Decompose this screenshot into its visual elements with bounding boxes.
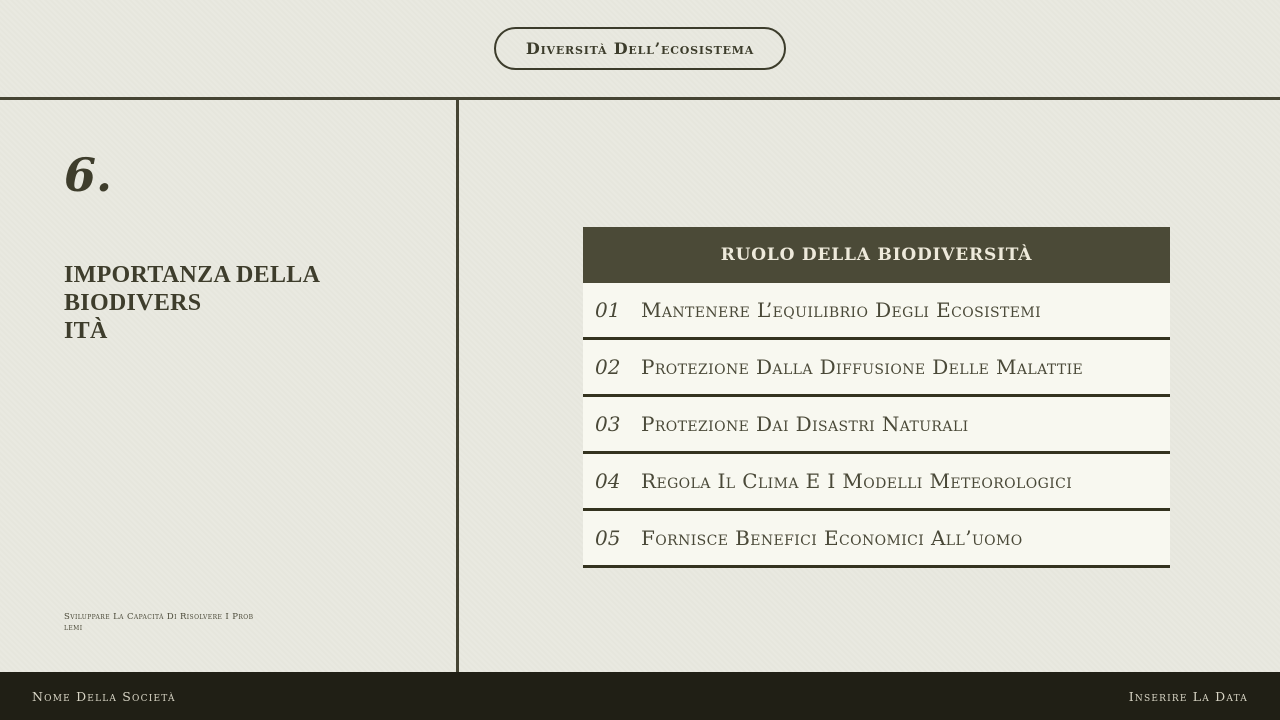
table-row [583, 283, 1170, 340]
row-number: 01 [595, 298, 621, 322]
slide-title: IMPORTANZA DELLA BIODIVERS ITÀ [64, 262, 319, 344]
table-header [583, 227, 1170, 283]
section-badge-container [0, 27, 1280, 70]
row-number: 03 [595, 412, 621, 436]
table-row [583, 511, 1170, 568]
row-label: Mantenere L’equilibrio Degli Ecosistemi [641, 298, 1042, 322]
table-row [583, 454, 1170, 511]
content-vertical-divider [456, 100, 459, 672]
biodiversity-table [583, 227, 1170, 568]
row-number: 02 [595, 355, 621, 379]
footer-bar [0, 672, 1280, 720]
row-label: Protezione Dalla Diffusione Delle Malattie [641, 355, 1084, 379]
row-label: Protezione Dai Disastri Naturali [641, 412, 969, 436]
table-header-label: RUOLO DELLA BIODIVERSITÀ [720, 245, 1033, 265]
table-row [583, 397, 1170, 454]
row-number: 05 [595, 526, 621, 550]
section-badge [494, 27, 786, 70]
company-name-placeholder: Nome Della Società [32, 688, 176, 704]
row-label: Fornisce Benefici Economici All’uomo [641, 526, 1023, 550]
section-badge-label: Diversità Dell’ecosistema [525, 39, 755, 58]
row-label: Regola Il Clima E I Modelli Meteorologici [641, 469, 1073, 493]
slide-caption: Sviluppare La Capacità Di Risolvere I Prob lemi [64, 612, 254, 633]
date-placeholder: Inserire La Data [1128, 688, 1248, 704]
row-number: 04 [595, 469, 621, 493]
table-row [583, 340, 1170, 397]
top-horizontal-rule [0, 97, 1280, 100]
section-number: 6. [64, 148, 113, 202]
